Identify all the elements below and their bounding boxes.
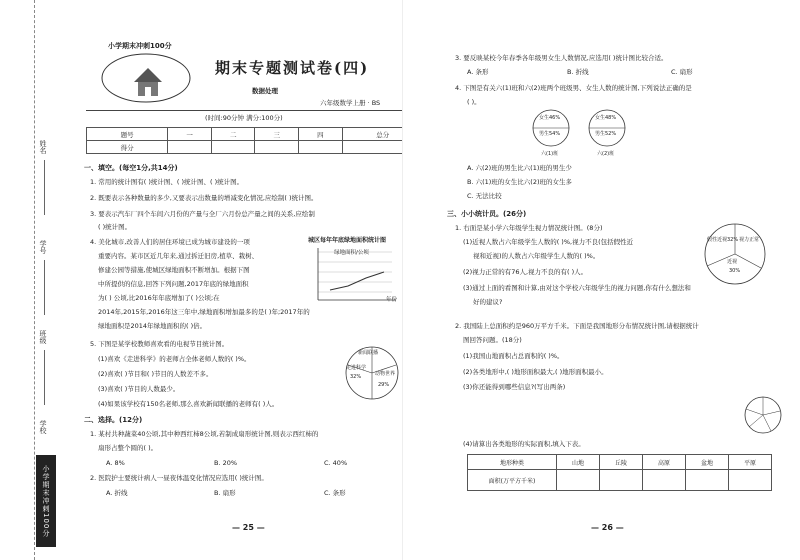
area-cell[interactable]	[686, 470, 729, 491]
vision-pie-chart	[703, 222, 767, 286]
question-4-line: 4. 美化城市,改善人们的居住环境已成为城市建设的一项	[90, 238, 250, 246]
score-row-label: 得分	[87, 141, 168, 154]
choice-1-option-c[interactable]: C. 40%	[324, 459, 348, 467]
choice-2-option-a[interactable]: A. 折线	[106, 489, 128, 497]
choice-3: 3. 要反映某校今年春季各年级男女生人数情况,应选用( )统计图比较合适。	[455, 54, 668, 62]
choice-4-option-b[interactable]: B. 六(1)班的女生比六(2)班的女生多	[467, 178, 573, 186]
right-page	[402, 0, 800, 560]
score-cell[interactable]	[168, 141, 212, 154]
question-1: 1. 常用的统计图有( )统计图、( )统计图、( )统计图。	[90, 178, 244, 186]
score-header: 二	[211, 128, 255, 141]
stats-2-2: (2)各类地形中,( )地形面积最大,( )地形面积最小。	[463, 368, 608, 376]
choice-3-option-b[interactable]: B. 折线	[567, 68, 589, 76]
class-2-boy: 男生52%	[595, 131, 617, 137]
time-note: (时间:90分钟 满分:100分)	[205, 114, 283, 122]
stats-2-3: (3)你还能得到哪些信息?(写出两条)	[463, 383, 566, 391]
score-header: 四	[299, 128, 343, 141]
name-label: 姓名	[39, 140, 47, 154]
stats-1-1-line2: 视和近视)的人数占六年级学生人数的( )%。	[473, 252, 600, 260]
class-1-caption: 六(1)班	[541, 151, 559, 157]
stats-1-2: (2)视力正常的有76人,视力不良的有( )人。	[463, 268, 588, 276]
area-cell[interactable]	[729, 470, 772, 491]
question-2: 2. 既要表示各种数量的多少,又要表示出数量的增减变化情况,应绘制( )统计图。	[90, 194, 318, 202]
cut-line	[34, 0, 35, 560]
score-header: 题号	[87, 128, 168, 141]
stats-1-1-line1: (1)近视人数占六年级学生人数的( )%,视力不良(包括假性近	[463, 238, 634, 246]
vision-label-myopia: 近视	[727, 259, 738, 265]
question-4-line: 中所提供的信息,回答下列问题,2017年底的绿地面积	[98, 280, 249, 288]
question-4-line: 2014年,2015年,2016年这三年中,绿地面积增加最多的是( )年;2017年的	[98, 308, 310, 316]
choice-1-line2: 扇形占整个圆的( )。	[98, 444, 158, 452]
section-1-heading: 一、填空。(每空1分,共14分)	[84, 164, 178, 172]
terrain-area-table	[467, 454, 772, 491]
choice-4: 4. 下图是有关六(1)班和六(2)班两个班级男、女生人数的统计图,下列说法正确的是	[455, 84, 692, 92]
stats-1: 1. 右面是某小学六年级学生视力情况统计图。(8分)	[455, 224, 603, 232]
class-line	[44, 350, 45, 405]
choice-2-option-b[interactable]: B. 扇形	[214, 489, 236, 497]
page-number-left: — 25 —	[232, 523, 265, 532]
pie-label-science: 走进科学	[346, 365, 367, 371]
area-cell[interactable]	[643, 470, 686, 491]
name-line	[44, 160, 45, 215]
question-4-line: 修建公园等措施,使城区绿地面积不断增加。根据下图	[98, 266, 250, 274]
vision-label-pseudo: 假性近视32%	[707, 237, 739, 243]
pie-label-animal-pct: 29%	[378, 382, 390, 388]
score-cell[interactable]	[211, 141, 255, 154]
score-table	[86, 127, 424, 154]
choice-1-option-b[interactable]: B. 20%	[214, 459, 238, 467]
question-4-line: 重要内容。某市区近几年来,通过拆迁旧房,植草、栽树、	[98, 252, 259, 260]
area-header: 平原	[729, 455, 772, 470]
score-cell[interactable]	[255, 141, 299, 154]
page-subtitle: 数据处理	[252, 87, 278, 95]
choice-3-option-a[interactable]: A. 条形	[467, 68, 489, 76]
terrain-pie-chart	[743, 395, 783, 435]
line-chart-title: 城区每年年底绿地面积统计图	[308, 237, 387, 244]
question-5: 5. 下图是某学校教师喜欢看的电视节目统计图。	[90, 340, 229, 348]
class-1-boy: 男生54%	[539, 131, 561, 137]
logo-text: 小学期末冲刺100分	[108, 42, 172, 50]
question-4-line: 绿地面积是2014年绿地面积的( )倍。	[98, 322, 207, 330]
area-cell[interactable]	[600, 470, 643, 491]
vision-label-myopia-pct: 30%	[729, 268, 741, 274]
grade-label: 六年级数学上册 · BS	[320, 99, 381, 107]
binding-sidebar	[0, 0, 56, 560]
stats-2-line2: 图回答问题。(18分)	[463, 336, 522, 344]
class-2-girl: 女生48%	[595, 115, 617, 121]
choice-2: 2. 医院护士要统计病人一昼夜体温变化情况应选用( )统计图。	[90, 474, 268, 482]
choice-1-line1: 1. 某村共种蔬菜40公顷,其中种西红柿8公顷,若制成扇形统计图,则表示西红柿的	[90, 430, 319, 438]
section-3-heading: 三、小小统计员。(26分)	[447, 210, 527, 218]
question-5-1: (1)喜欢《走进科学》的老师占全体老师人数的( )%。	[98, 355, 251, 363]
series-logo	[98, 42, 194, 104]
pie-label-science-pct: 32%	[350, 374, 362, 380]
class-1-girl: 女生46%	[539, 115, 561, 121]
area-header: 盆地	[686, 455, 729, 470]
id-line	[44, 260, 45, 315]
series-tag: 小学期末冲刺100分	[36, 455, 56, 547]
question-3-line1: 3. 要表示汽车厂四个车间六月份的产量与全厂六月份总产量之间的关系,应绘制	[90, 210, 315, 218]
area-row-label: 面积(万平方千米)	[468, 470, 557, 491]
class-2-caption: 六(2)班	[597, 151, 615, 157]
choice-4-end: ( )。	[467, 98, 481, 106]
question-5-3: (3)喜欢( )节目的人数最少。	[98, 385, 180, 393]
stats-2-4: (4)请算出各类地形的实际面积,填入下表。	[463, 440, 585, 448]
school-label: 学校	[39, 420, 47, 434]
area-header: 丘陵	[600, 455, 643, 470]
area-header: 地形种类	[468, 455, 557, 470]
id-label: 学号	[39, 240, 47, 254]
pie-label-animal: 动物世界	[375, 371, 396, 377]
vision-label-normal: 视力正常	[739, 237, 760, 243]
stats-1-3-line1: (3)通过上面的看图和计算,由对这个学校六年级学生的视力问题,你有什么想法和	[463, 284, 691, 292]
choice-4-option-a[interactable]: A. 六(2)班的男生比六(1)班的男生少	[467, 164, 572, 172]
question-5-2: (2)喜欢( )节目和( )节目的人数差不多。	[98, 370, 213, 378]
area-header: 山地	[557, 455, 600, 470]
area-header: 高原	[643, 455, 686, 470]
area-cell[interactable]	[557, 470, 600, 491]
score-header: 一	[168, 128, 212, 141]
score-header: 三	[255, 128, 299, 141]
section-2-heading: 二、选择。(12分)	[84, 416, 143, 424]
choice-2-option-c[interactable]: C. 条形	[324, 489, 346, 497]
score-cell[interactable]	[299, 141, 343, 154]
pie-label-news: 新闻联播	[358, 350, 379, 356]
class-label: 班级	[39, 330, 47, 344]
score-header: 总分	[342, 128, 423, 141]
stats-2-1: (1)我国山地面积占总面积的( )%。	[463, 352, 564, 360]
line-chart-legend: 绿地面积/公顷	[334, 250, 369, 256]
page-title: 期末专题测试卷(四)	[215, 59, 370, 77]
question-4-line: 为( ) 公顷,比2016年年底增加了( )公顷;在	[98, 294, 220, 302]
line-chart-x-unit: 年份	[386, 297, 398, 303]
title-rule	[86, 110, 424, 111]
choice-1-option-a[interactable]: A. 8%	[106, 459, 125, 467]
question-3-line2: ( )统计图。	[98, 223, 132, 231]
choice-4-option-c[interactable]: C. 无法比较	[467, 192, 502, 200]
question-5-4: (4)如果该学校有150名老师,那么喜欢新闻联播的老师有( )人。	[98, 400, 279, 408]
stats-1-3-line2: 好的建议?	[473, 298, 503, 306]
page-number-right: — 26 —	[591, 523, 624, 532]
choice-3-option-c[interactable]: C. 扇形	[671, 68, 693, 76]
stats-2-line1: 2. 我国陆上总面积约是960万平方千米。下面是我国地形分布情况统计图,请根据统计	[455, 322, 699, 330]
